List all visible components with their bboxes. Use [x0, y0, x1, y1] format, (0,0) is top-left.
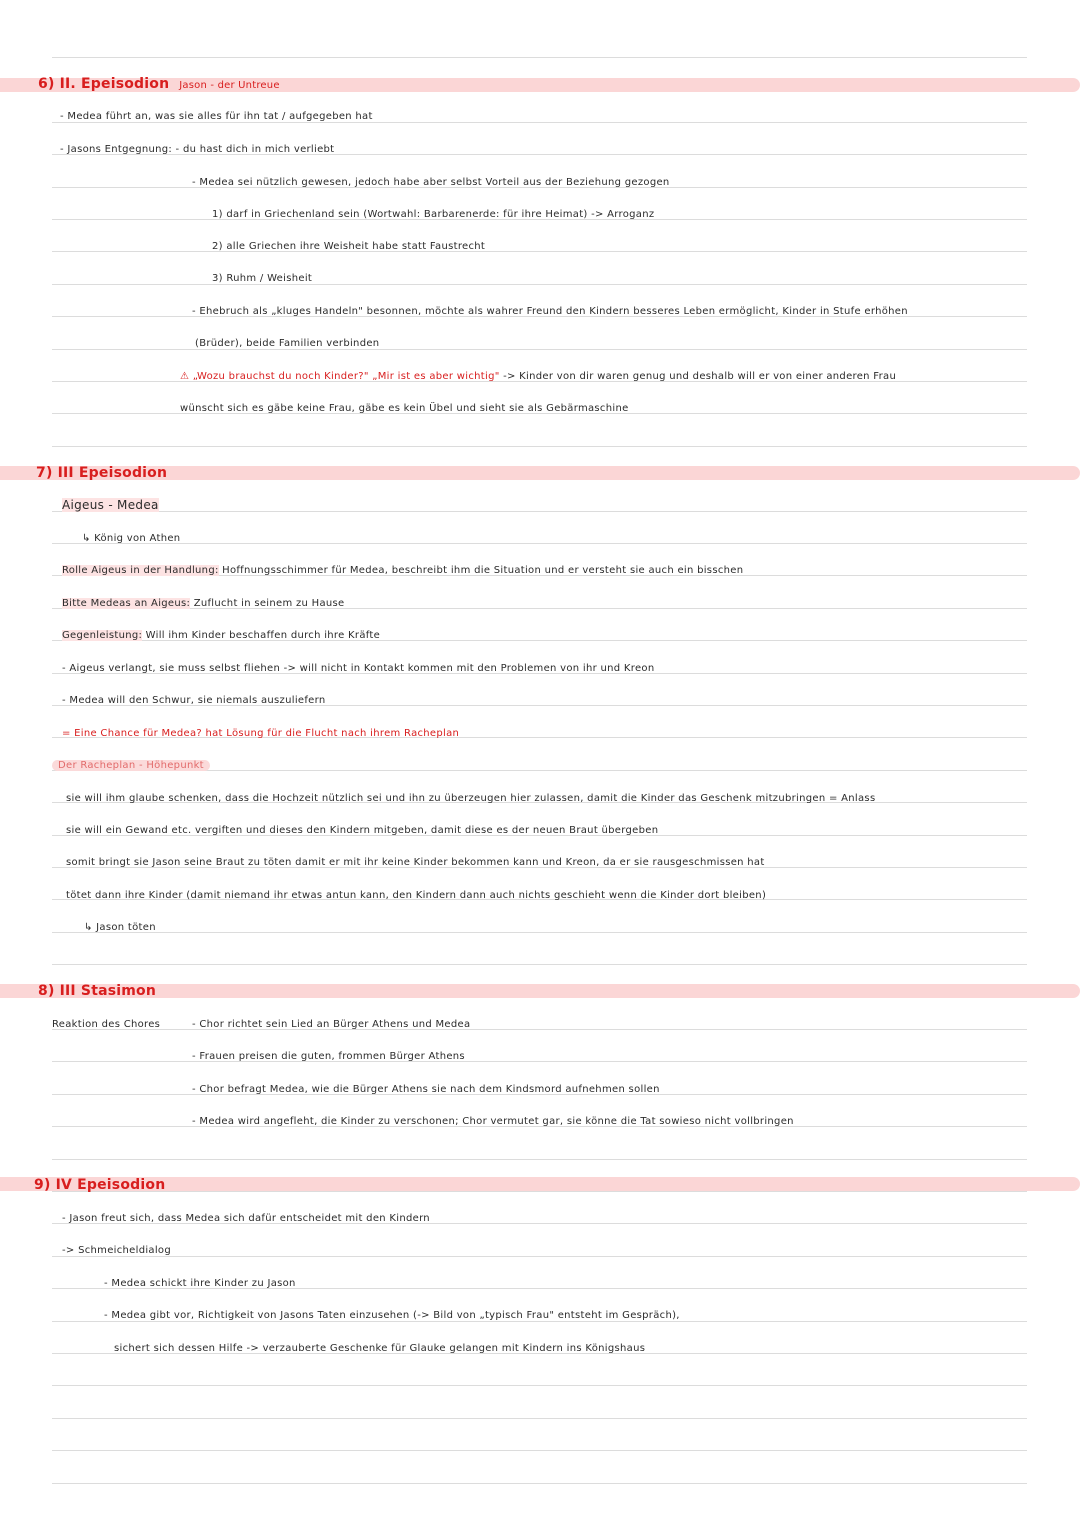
- racheplan-label: Der Racheplan - Höhepunkt: [52, 760, 210, 771]
- ruled-line: [52, 511, 1027, 512]
- note-line: [62, 598, 345, 609]
- ruled-line: [52, 1418, 1027, 1419]
- section-title: 9) IV Epeisodion: [34, 1177, 166, 1193]
- ruled-line: [52, 1191, 1027, 1192]
- ruled-line: [52, 1159, 1027, 1160]
- ruled-line: [52, 251, 1027, 252]
- note-line: (Brüder), beide Familien verbinden: [195, 338, 380, 349]
- note-line: - Frauen preisen die guten, frommen Bürger Athens: [192, 1051, 465, 1062]
- ruled-line: [52, 543, 1027, 544]
- note-line: = Eine Chance für Medea? hat Lösung für die Flucht nach ihrem Racheplan: [62, 728, 460, 739]
- label-role: Rolle Aigeus in der Handlung:: [62, 565, 219, 576]
- ruled-line: [52, 1385, 1027, 1386]
- ruled-line: [52, 57, 1027, 58]
- ruled-line: [52, 1321, 1027, 1322]
- note-line: [62, 498, 159, 512]
- note-line: - Medea sei nützlich gewesen, jedoch habe aber selbst Vorteil aus der Beziehung gezogen: [192, 177, 670, 188]
- section-subtitle: Jason - der Untreue: [179, 80, 280, 91]
- section-heading-7: [36, 465, 167, 481]
- note-line: 3) Ruhm / Weisheit: [212, 273, 313, 284]
- note-line: - Medea will den Schwur, sie niemals auszuliefern: [62, 695, 326, 706]
- note-line: [52, 760, 210, 771]
- subheading-aigeus-medea: Aigeus - Medea: [62, 498, 159, 512]
- note-line: - Aigeus verlangt, sie muss selbst fliehen -> will nicht in Kontakt kommen mit den Problemen von ihr und Kreon: [62, 663, 655, 674]
- label-counter: Gegenleistung:: [62, 630, 143, 641]
- note-line: ↳ König von Athen: [82, 533, 181, 544]
- note-line: - Medea schickt ihre Kinder zu Jason: [104, 1278, 296, 1289]
- section-title: 6) II. Epeisodion: [38, 76, 170, 92]
- note-line: Reaktion des Chores: [52, 1019, 161, 1030]
- note-line: [62, 630, 380, 641]
- note-line: sichert sich dessen Hilfe -> verzauberte Geschenke für Glauke gelangen mit Kindern ins Königshaus: [114, 1343, 646, 1354]
- note-text: -> Kinder von dir waren genug und deshalb will er von einer anderen Frau: [503, 371, 897, 382]
- note-line: 2) alle Griechen ihre Weisheit habe statt Faustrecht: [212, 241, 486, 252]
- section-title: 8) III Stasimon: [38, 983, 157, 999]
- note-line: - Chor befragt Medea, wie die Bürger Athens sie nach dem Kindsmord aufnehmen sollen: [192, 1084, 660, 1095]
- ruled-line: [52, 446, 1027, 447]
- note-line: wünscht sich es gäbe keine Frau, gäbe es kein Übel und sieht sie als Gebärmaschine: [180, 403, 629, 414]
- ruled-line: [52, 122, 1027, 123]
- section-heading-9: [34, 1177, 165, 1193]
- ruled-line: [52, 1256, 1027, 1257]
- note-line: - Medea führt an, was sie alles für ihn tat / aufgegeben hat: [60, 111, 373, 122]
- note-line: tötet dann ihre Kinder (damit niemand ihr etwas antun kann, den Kindern dann auch nichts geschieht wenn die Kinder dort bleiben): [66, 890, 767, 901]
- ruled-line: [52, 932, 1027, 933]
- note-line: - Medea gibt vor, Richtigkeit von Jasons Taten einzusehen (-> Bild von „typisch Frau" entsteht im Gespräch),: [104, 1310, 680, 1321]
- note-line: ↳ Jason töten: [84, 922, 156, 933]
- section-title: 7) III Epeisodion: [36, 465, 168, 481]
- section-heading-8: [38, 983, 156, 999]
- note-text: Will ihm Kinder beschaffen durch ihre Kräfte: [145, 630, 381, 641]
- note-line: - Medea wird angefleht, die Kinder zu verschonen; Chor vermutet gar, sie könne die Tat sowieso nicht vollbringen: [192, 1116, 794, 1127]
- note-line: somit bringt sie Jason seine Braut zu töten damit er mit ihr keine Kinder bekommen kann und Kreon, da er sie rausgeschmissen hat: [66, 857, 765, 868]
- note-line: sie will ein Gewand etc. vergiften und dieses den Kindern mitgeben, damit diese es der neuen Braut übergeben: [66, 825, 659, 836]
- section-heading-6: [38, 76, 280, 92]
- note-line: - Chor richtet sein Lied an Bürger Athens und Medea: [192, 1019, 471, 1030]
- note-text: Hoffnungsschimmer für Medea, beschreibt ihm die Situation und er versteht sie auch ein bisschen: [222, 565, 744, 576]
- ruled-line: [52, 1450, 1027, 1451]
- note-line: - Ehebruch als „kluges Handeln" besonnen, möchte als wahrer Freund den Kindern besseres Leben ermöglicht, Kinder in Stufe erhöhen: [192, 306, 908, 317]
- note-line: [180, 371, 896, 382]
- note-line: - Jasons Entgegnung: - du hast dich in mich verliebt: [60, 144, 335, 155]
- ruled-line: [52, 1483, 1027, 1484]
- note-line: -> Schmeicheldialog: [62, 1245, 171, 1256]
- note-line: 1) darf in Griechenland sein (Wortwahl: Barbarenerde: für ihre Heimat) -> Arroganz: [212, 209, 655, 220]
- ruled-line: [52, 284, 1027, 285]
- ruled-line: [52, 964, 1027, 965]
- ruled-line: [52, 349, 1027, 350]
- heading-band-8: [0, 984, 1080, 998]
- note-text: Zuflucht in seinem zu Hause: [193, 598, 345, 609]
- label-request: Bitte Medeas an Aigeus:: [62, 598, 191, 609]
- note-line: sie will ihm glaube schenken, dass die Hochzeit nützlich sei und ihn zu überzeugen hier zulassen, damit die Kinder das Geschenk mitzubringen = Anlass: [66, 793, 876, 804]
- note-line: - Jason freut sich, dass Medea sich dafür entscheidet mit den Kindern: [62, 1213, 430, 1224]
- warning-quote: ⚠ „Wozu brauchst du noch Kinder?" „Mir ist es aber wichtig": [180, 371, 500, 382]
- note-line: [62, 565, 743, 576]
